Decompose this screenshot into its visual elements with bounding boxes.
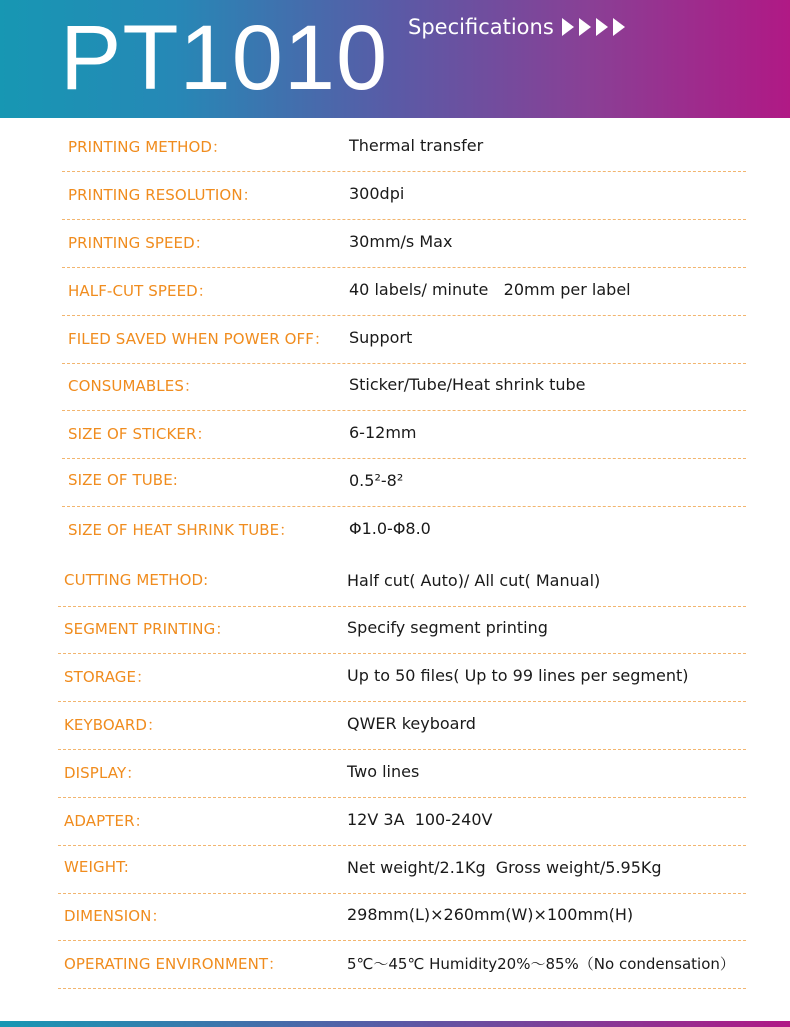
dashed-divider (58, 988, 746, 989)
spec-row-adapter (0, 798, 790, 846)
play-arrow-icon (562, 18, 574, 36)
spec-value: Net weight/2.1Kg Gross weight/5.95Kg (347, 858, 662, 877)
spec-value: Two lines (347, 762, 420, 781)
spec-label: HALF-CUT SPEED： (68, 282, 213, 300)
arrow-icons (562, 18, 630, 36)
spec-value: Half cut( Auto)/ All cut( Manual) (347, 571, 601, 590)
spec-row-printing-speed (0, 220, 790, 268)
spec-label: CUTTING METHOD: (64, 571, 209, 589)
spec-row-heat-shrink-tube (0, 507, 790, 555)
spec-value: 5℃～45℃ Humidity20%～85%（No condensation） (347, 955, 735, 973)
spec-row-display (0, 750, 790, 798)
spec-row-printing-method (0, 124, 790, 172)
spec-label: SIZE OF TUBE: (68, 471, 178, 489)
model-title: PT1010 (60, 7, 389, 109)
header-banner (0, 0, 790, 118)
spec-value: Φ1.0-Φ8.0 (349, 519, 431, 538)
spec-row-filed-saved (0, 316, 790, 364)
spec-label: SIZE OF HEAT SHRINK TUBE： (68, 521, 295, 539)
spec-value: 40 labels/ minute 20mm per label (349, 280, 631, 299)
spec-label: CONSUMABLES： (68, 377, 200, 395)
spec-label: DISPLAY： (64, 764, 142, 782)
spec-row-segment-printing (0, 606, 790, 654)
spec-label: OPERATING ENVIRONMENT： (64, 955, 284, 973)
spec-value: Thermal transfer (349, 136, 484, 155)
spec-label: KEYBOARD： (64, 716, 163, 734)
spec-row-dimension (0, 893, 790, 941)
spec-row-printing-resolution (0, 172, 790, 220)
spec-label: FILED SAVED WHEN POWER OFF： (68, 330, 330, 348)
spec-label: PRINTING SPEED： (68, 234, 210, 252)
footer-gradient-bar (0, 1021, 790, 1027)
spec-value: 6-12mm (349, 423, 417, 442)
spec-value: QWER keyboard (347, 714, 476, 733)
spec-row-size-of-sticker (0, 411, 790, 459)
spec-row-storage (0, 654, 790, 702)
spec-value: Specify segment printing (347, 618, 548, 637)
spec-row-consumables (0, 363, 790, 411)
spec-value: 0.5²-8² (349, 471, 404, 490)
spec-value: Up to 50 files( Up to 99 lines per segment) (347, 666, 689, 685)
spec-label: ADAPTER： (64, 812, 150, 830)
spec-label: PRINTING RESOLUTION： (68, 186, 258, 204)
spec-label: WEIGHT: (64, 858, 129, 876)
specifications-heading (408, 15, 630, 39)
spec-value: Sticker/Tube/Heat shrink tube (349, 375, 586, 394)
spec-value: 300dpi (349, 184, 405, 203)
spec-label: PRINTING METHOD： (68, 138, 228, 156)
spec-row-weight (0, 846, 790, 894)
play-arrow-icon (613, 18, 625, 36)
spec-label: SIZE OF STICKER： (68, 425, 212, 443)
specifications-label: Specifications (408, 15, 554, 39)
spec-row-cutting-method (0, 559, 790, 607)
spec-value: 12V 3A 100-240V (347, 810, 493, 829)
spec-value: Support (349, 328, 413, 347)
spec-value: 30mm/s Max (349, 232, 453, 251)
spec-row-operating-environment (0, 941, 790, 989)
spec-row-half-cut-speed (0, 268, 790, 316)
spec-label: DIMENSION： (64, 907, 167, 925)
spec-label: STORAGE： (64, 668, 152, 686)
spec-label: SEGMENT PRINTING： (64, 620, 231, 638)
spec-value: 298mm(L)×260mm(W)×100mm(H) (347, 905, 634, 924)
spec-row-keyboard (0, 702, 790, 750)
play-arrow-icon (596, 18, 608, 36)
play-arrow-icon (579, 18, 591, 36)
spec-row-size-of-tube (0, 459, 790, 507)
